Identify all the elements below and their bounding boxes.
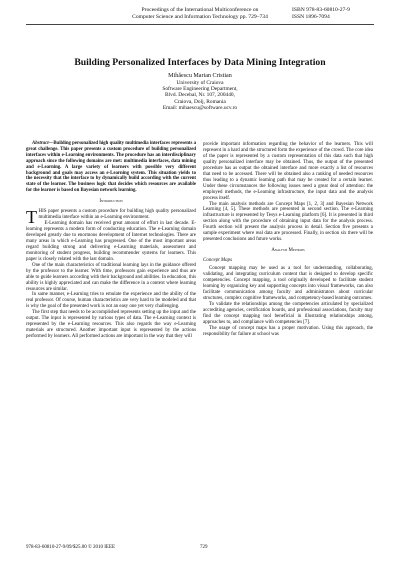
affiliation-line: Software Engineering Department, (162, 86, 238, 93)
isbn-header (292, 7, 350, 21)
section-heading-analysis-methods: Analysis Methods (271, 248, 305, 254)
author-name: Mihăescu Marian Cristian (168, 73, 232, 79)
affiliation-line: Blvd. Decebal, Nr. 107, 200440, (165, 92, 235, 99)
abstract-label: Abstract (32, 141, 49, 146)
concept-maps-paragraph: To validate the relationships among the competencies articulated by specialized accrediting agencies, certification boards, and professional associations, faculty may find the concept mapping tool beneficial in illustrating relationships among, approaches to, and compliance with competencies [7]. (203, 301, 373, 325)
intro-paragraph: provide important information regarding the behavior of the learners. This will represent in a hard and the structured form the experience of the crowd. The core idea of the paper is represented by a custom representation of this data such that high quality personalized interface may be obtained. Thus, the output of the presented procedure has as output the obtained interface and more exactly a list of resources that need to be accessed. There will be obtained also a ranking of needed resources thus leading to a dynamic learning path that may be created for a certain learner. Under these circumstances the following issues need a great deal of attention: the employed methods, the e-Learning infrastructure, the input data and the analysis process itself. (203, 142, 373, 201)
intro-paragraph (26, 206, 196, 227)
subsection-heading-concept-maps: Concept Maps (203, 258, 233, 264)
concept-maps-paragraph: The usage of concept maps has a proper motivation. Using this approach, the responsibility for failure at school was (203, 325, 373, 337)
affiliation-line: Craiova, Dolj, Romania (174, 98, 226, 105)
header-line: Computer Science and Information Technology pp. 729–734 (132, 13, 268, 20)
header-divider (26, 24, 374, 25)
header-line: Proceedings of the International Multiconference on (141, 7, 259, 13)
intro-paragraph: E-Learning domain has received great amount of effort in last decade. E-learning represents a modern form of conducting education. The e-Learning domain developed greatly due to enormous development of Internet technologies. There are many areas in which e-Learning has progressed. One of the most important areas regard building strong and delivering e-Learning materials, assessment and monitoring of student progress, building recommender systems for learners. This paper is closely related with the last domain. (26, 221, 196, 262)
drop-cap: T (26, 206, 37, 227)
right-column (203, 142, 373, 338)
concept-maps-paragraph: Concept mapping may be used as a tool for understanding, collaborating, validating, and integrating curriculum content that is designed to develop specific competencies. Concept mapping, a tool originally developed to facilitate student learning by organizing key and supporting concepts into visual frameworks, can also facilitate communication among faculty and administrators about curricular structures, complex cognitive frameworks, and competency-based learning outcomes. (203, 266, 373, 301)
affiliation-line: University of Craiova (176, 80, 224, 86)
author-block (0, 73, 400, 111)
section-heading-introduction: Introduction (99, 199, 123, 205)
intro-paragraph: In same manner, e-Learning tries to emulate the experience and the ability of the real professor. Of course, human characteristics are very hard to be modeled and that is why the goal of the presented work is not an easy one yet very challenging. (26, 292, 196, 310)
paper-title: Building Personalized Interfaces by Data Mining Integration (74, 57, 326, 68)
abstract (26, 141, 196, 194)
page-number: 729 (200, 545, 208, 550)
abstract-text: —Building personalized high quality multimedia interfaces represents a great challenge. This paper presents a custom procedure of building personalized interfaces within e-Learning environments. The procedure has an interdisciplinary approach since the following domains are met: multimedia interfaces, data mining and e-Learning. A large variety of learners with possible very different background and goals may access an e-Learning system. This situation yields to the necessity that the interface to by dynamically build according with the current state of the learner. The business logic that decides which resources are available for the learner is based on Bayesian network learning. (26, 141, 196, 194)
issn-text: ISSN 1896-7094 (292, 13, 330, 20)
isbn-text: ISBN 978-83-60810-27-9 (292, 7, 350, 13)
intro-paragraph: The main analysis methods are Concept Maps [1, 2, 3] and Bayesian Network Learning [4, 5]. These methods are presented in second section. The e-Learning infrastructure is represented by Tesys e-Learning platform [6]. It is presented in third section along with the procedure of obtaining input data for the analysis process. Fourth section will present the analysis process in detail. Section five presents a sample experiment where real data are processed. Finally, in section six there will be presented conclusions and future works. (203, 201, 373, 243)
intro-paragraph: The first step that needs to be accomplished represents setting up the input and the output. The input is represented by various types of data. The e-Learning context is represented by the e-Learning resources. This also regards the way e-Learning materials are structured. Another important input is represented by the actions performed by learners. All performed actions are important in the way that they will (26, 310, 196, 340)
author-email: Email: mihaescu@software.ucv.ro (162, 104, 238, 111)
footer-isbn: 978-83-60810-27-9/09/$25.00 © 2010 IEEE (26, 545, 116, 550)
intro-paragraph: One of the main characteristics of traditional learning lays in the guidance offered by the professor to the learner. With time, professors gain experience and thus are able to guide learners according with their background and abilities. In education, this ability is highly appreciated and can make the difference in a context where learning resources are similar. (26, 262, 196, 292)
left-column (26, 141, 196, 340)
intro-paragraph-text: HIS paper presents a custom procedure for building high quality personalized multimedia interface within an e-Learning environment. (38, 209, 196, 221)
